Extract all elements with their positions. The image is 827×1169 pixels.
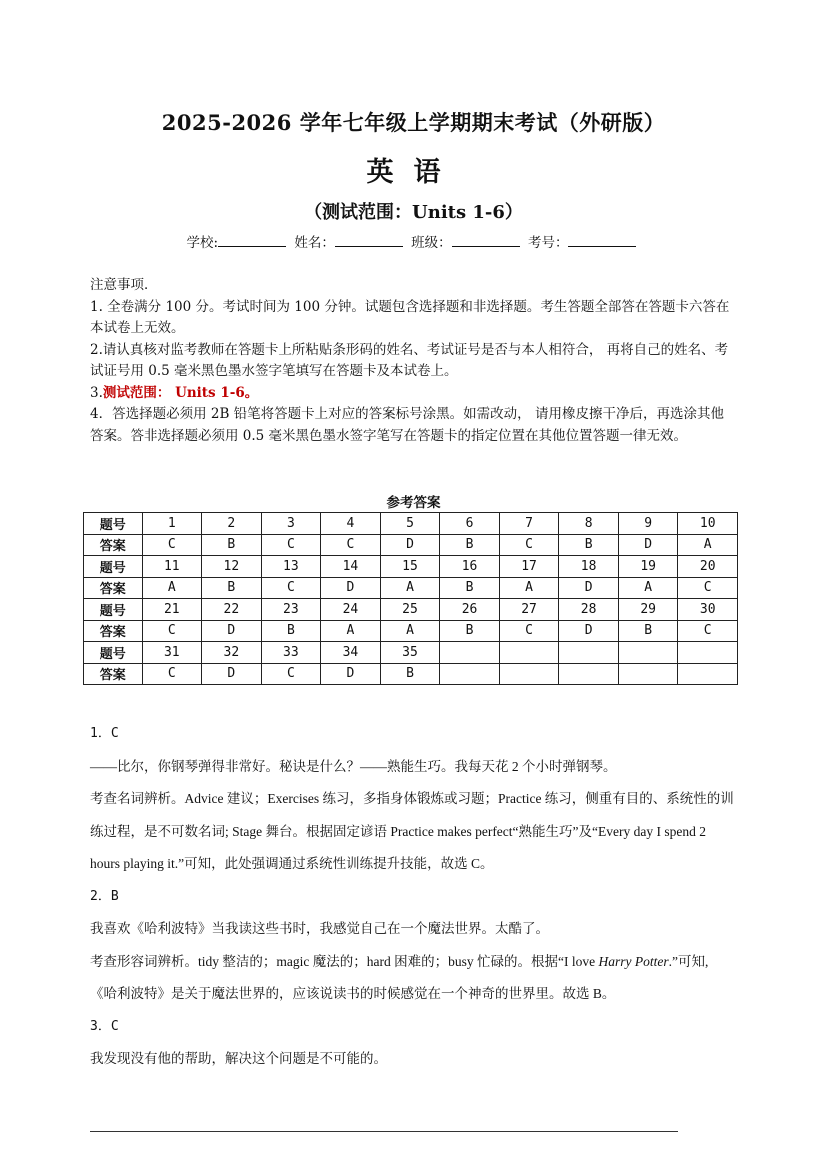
answer-cell (678, 663, 738, 685)
question-number-cell: 5 (380, 513, 440, 535)
answer-cell (440, 663, 500, 685)
class-blank (452, 234, 520, 247)
question-number-cell: 12 (202, 556, 262, 578)
answer-cell: D (559, 620, 619, 642)
answer-cell: C (678, 577, 738, 599)
explanation-2-translation: 我喜欢《哈利波特》当我读这些书时，我感觉自己在一个魔法世界。太酷了。 (90, 921, 549, 936)
answer-cell: C (261, 534, 321, 556)
answer-row-label: 答案 (84, 620, 143, 642)
answer-cell: C (499, 534, 559, 556)
note-item-4: 4．答选择题必须用 2B 铅笔将答题卡上对应的答案标号涂黑。如需改动， 请用橡皮擦干净后，再选涂其他答案。答非选择题必须用 0.5 毫米黑色墨水签字笔写在答题卡的指定位置在其他位置答题一律无效。 (90, 406, 724, 444)
exam-number-blank (568, 234, 636, 247)
explanation-2-number: 2．B (90, 888, 119, 904)
notes-heading: 注意事项． (90, 277, 158, 293)
answer-cell: C (261, 577, 321, 599)
question-number-cell: 24 (321, 599, 381, 621)
answer-cell: D (618, 534, 678, 556)
note-item-2: 2.请认真核对监考教师在答题卡上所粘贴条形码的姓名、考试证号是否与本人相符合， 再将自己的姓名、考试证号用 0.5 毫米黑色墨水签字笔填写在答题卡及本试卷上。 (90, 341, 729, 379)
answer-cell: B (202, 534, 262, 556)
subject-title: 英语 (366, 157, 461, 188)
explanations (90, 718, 735, 1076)
answer-cell: B (618, 620, 678, 642)
answer-key-title: 参考答案 (386, 495, 441, 511)
question-number-cell: 14 (321, 556, 381, 578)
answer-cell: A (618, 577, 678, 599)
name-blank (335, 234, 403, 247)
question-row (84, 556, 738, 578)
answer-cell: C (499, 620, 559, 642)
question-row-label: 题号 (84, 556, 143, 578)
answer-cell: C (261, 663, 321, 685)
answer-cell: B (261, 620, 321, 642)
explanation-1-number: 1．C (90, 726, 119, 741)
question-number-cell: 31 (142, 642, 202, 664)
analysis-text: .”可知,《哈利波特》是关于魔法世界的，应该说读书的时候感觉在一个神奇的世界里。故选 B。 (90, 953, 709, 1001)
school-label: 学校: (186, 235, 219, 251)
question-number-cell: 32 (202, 642, 262, 664)
answer-cell (499, 663, 559, 685)
class-label: 班级： (411, 235, 452, 251)
answer-cell: C (678, 620, 738, 642)
explanation-1-translation: ——比尔，你钢琴弹得非常好。秘诀是什么？——熟能生巧。我每天花 2 个小时弹钢琴。 (90, 758, 617, 774)
answer-cell: A (499, 577, 559, 599)
answer-cell (618, 663, 678, 685)
question-number-cell: 15 (380, 556, 440, 578)
explanation-1-analysis: 考查名词辨析。Advice 建议；Exercises 练习，多指身体锻炼或习题；Practice 练习，侧重有目的、系统性的训练过程，是不可数名词; Stage 舞台。根据固定谚语 Practice makes perfect“熟能生巧”及“Every day I spend 2 hours playing it.”可知，此处强调通过系统性训练提升技能，故选 C。 (90, 791, 734, 871)
question-number-cell: 18 (559, 556, 619, 578)
answer-cell: D (202, 620, 262, 642)
answer-cell: B (440, 577, 500, 599)
answer-cell: A (142, 577, 202, 599)
question-number-cell (559, 642, 619, 664)
answer-cell: A (380, 577, 440, 599)
exam-title: 2025-2026 学年七年级上学期期末考试（外研版） (161, 110, 666, 135)
question-number-cell: 16 (440, 556, 500, 578)
question-number-cell (440, 642, 500, 664)
answer-row (84, 534, 738, 556)
question-row-label: 题号 (84, 513, 143, 535)
exam-number-label: 考号： (527, 235, 569, 251)
question-number-cell (678, 642, 738, 664)
question-number-cell: 21 (142, 599, 202, 621)
question-number-cell: 9 (618, 513, 678, 535)
answer-row (84, 577, 738, 599)
answer-key-table (83, 512, 738, 685)
answer-cell: D (380, 534, 440, 556)
answer-row-label: 答案 (84, 534, 143, 556)
question-row-label: 题号 (84, 642, 143, 664)
question-number-cell: 7 (499, 513, 559, 535)
question-number-cell: 22 (202, 599, 262, 621)
question-number-cell: 26 (440, 599, 500, 621)
question-number-cell: 30 (678, 599, 738, 621)
explanation-2-analysis (90, 946, 735, 1011)
question-number-cell: 3 (261, 513, 321, 535)
answer-cell: A (678, 534, 738, 556)
answer-cell: D (321, 663, 381, 685)
question-number-cell: 23 (261, 599, 321, 621)
answer-cell: C (142, 620, 202, 642)
question-number-cell: 33 (261, 642, 321, 664)
question-number-cell (618, 642, 678, 664)
question-number-cell: 27 (499, 599, 559, 621)
explanation-3-translation: 我发现没有他的帮助，解决这个问题是不可能的。 (90, 1051, 387, 1066)
answer-cell: C (142, 663, 202, 685)
question-number-cell: 2 (202, 513, 262, 535)
note-item-3-highlight: 测试范围： Units 1-6。 (102, 384, 259, 401)
question-number-cell: 6 (440, 513, 500, 535)
question-number-cell: 13 (261, 556, 321, 578)
answer-cell: A (380, 620, 440, 642)
analysis-text: 考查形容词辨析。tidy 整洁的；magic 魔法的；hard 困难的；busy 忙碌的。根据“I love (90, 953, 599, 969)
question-number-cell: 25 (380, 599, 440, 621)
note-item-3-prefix: 3. (90, 384, 103, 401)
answer-row-label: 答案 (84, 663, 143, 685)
school-blank (218, 234, 286, 247)
answer-cell: D (559, 577, 619, 599)
question-number-cell: 29 (618, 599, 678, 621)
student-info-fields (0, 231, 827, 251)
question-number-cell: 28 (559, 599, 619, 621)
question-row-label: 题号 (84, 599, 143, 621)
test-scope: （测试范围：Units 1-6） (304, 202, 523, 223)
question-number-cell: 8 (559, 513, 619, 535)
note-item-3 (90, 383, 730, 405)
answer-cell (559, 663, 619, 685)
answer-cell: B (559, 534, 619, 556)
question-number-cell: 19 (618, 556, 678, 578)
name-label: 姓名： (294, 235, 335, 251)
answer-cell: B (440, 534, 500, 556)
question-number-cell: 35 (380, 642, 440, 664)
answer-cell: B (202, 577, 262, 599)
answer-cell: C (321, 534, 381, 556)
answer-row (84, 620, 738, 642)
answer-cell: D (202, 663, 262, 685)
book-title: Harry Potter (598, 953, 669, 969)
answer-row (84, 663, 738, 685)
explanation-3-number: 3．C (90, 1018, 119, 1034)
question-number-cell: 34 (321, 642, 381, 664)
question-number-cell: 20 (678, 556, 738, 578)
question-row (84, 642, 738, 664)
question-number-cell: 4 (321, 513, 381, 535)
answer-cell: B (380, 663, 440, 685)
exam-notes (90, 275, 730, 447)
question-number-cell (499, 642, 559, 664)
question-number-cell: 11 (142, 556, 202, 578)
question-row (84, 513, 738, 535)
answer-row-label: 答案 (84, 577, 143, 599)
note-item-1: 1. 全卷满分 100 分。考试时间为 100 分钟。试题包含选择题和非选择题。考生答题全部答在答题卡六答在本试卷上无效。 (90, 298, 730, 336)
question-number-cell: 10 (678, 513, 738, 535)
answer-cell: D (321, 577, 381, 599)
answer-cell: B (440, 620, 500, 642)
question-row (84, 599, 738, 621)
answer-cell: C (142, 534, 202, 556)
question-number-cell: 17 (499, 556, 559, 578)
question-number-cell: 1 (142, 513, 202, 535)
footer-divider (90, 1131, 678, 1132)
answer-cell: A (321, 620, 381, 642)
